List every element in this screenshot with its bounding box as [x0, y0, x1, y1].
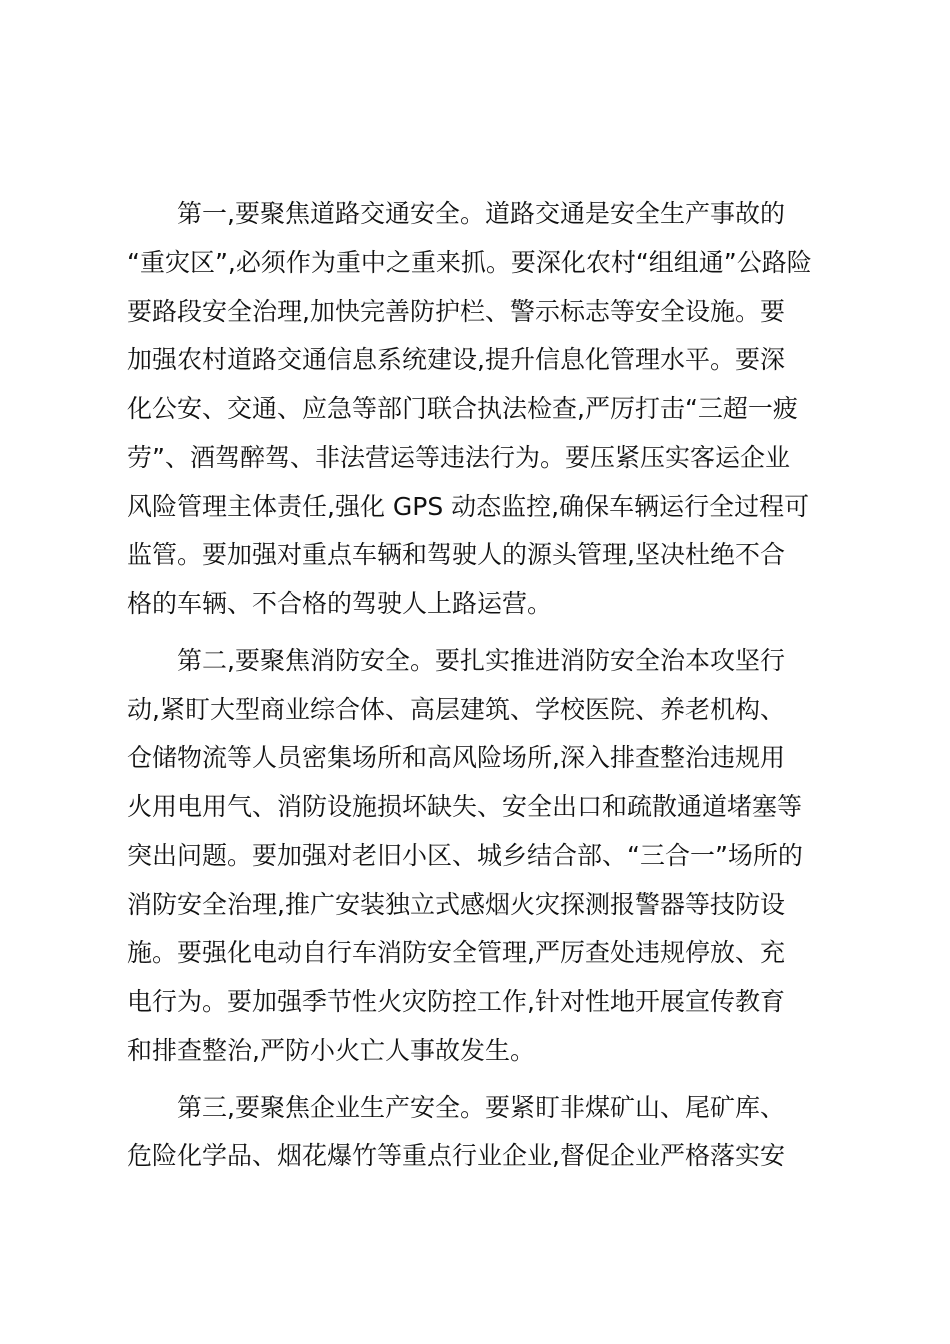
- paragraph-spacer: [127, 1076, 822, 1084]
- text-line: 监管。要加强对重点车辆和驾驶人的源头管理,坚决杜绝不合: [127, 540, 785, 570]
- text-line: 危险化学品、烟花爆竹等重点行业企业,督促企业严格落实安: [127, 1141, 785, 1171]
- text-line: 火用电用气、消防设施损坏缺失、安全出口和疏散通道堵塞等: [127, 792, 803, 821]
- paragraph-enterprise-production-safety: [127, 1084, 822, 1182]
- text-line: 要路段安全治理,加快完善防护栏、警示标志等安全设施。要: [127, 296, 785, 326]
- text-line: 动,紧盯大型商业综合体、高层建筑、学校医院、养老机构、: [127, 694, 785, 724]
- paragraph-road-traffic-safety: [127, 190, 822, 629]
- text-line: 和排查整治,严防小火亡人事故发生。: [127, 1035, 535, 1065]
- text-line: 第一,要聚焦道路交通安全。道路交通是安全生产事故的: [177, 199, 785, 228]
- text-line: 第三,要聚焦企业生产安全。要紧盯非煤矿山、尾矿库、: [177, 1092, 785, 1122]
- text-line: 消防安全治理,推广安装独立式感烟火灾探测报警器等技防设: [127, 889, 785, 919]
- text-line: 加强农村道路交通信息系统建设,提升信息化管理水平。要深: [127, 345, 785, 375]
- text-line: 电行为。要加强季节性火灾防控工作,针对性地开展宣传教育: [127, 987, 785, 1016]
- text-line: 仓储物流等人员密集场所和高风险场所,深入排查整治违规用: [127, 743, 785, 773]
- text-line: 格的车辆、不合格的驾驶人上路运营。: [127, 589, 553, 618]
- document-body: [127, 190, 822, 1181]
- text-line: 化公安、交通、应急等部门联合执法检查,严厉打击“三超一疲: [127, 394, 798, 423]
- paragraph-spacer: [127, 629, 822, 637]
- paragraph-fire-safety: [127, 637, 822, 1076]
- text-line: 劳”、酒驾醉驾、非法营运等违法行为。要压紧压实客运企业: [127, 442, 790, 472]
- text-line: 第二,要聚焦消防安全。要扎实推进消防安全治本攻坚行: [177, 645, 785, 675]
- text-line: 施。要强化电动自行车消防安全管理,严厉查处违规停放、充: [127, 938, 785, 968]
- text-line: 突出问题。要加强对老旧小区、城乡结合部、“三合一”场所的: [127, 840, 803, 870]
- text-line: 风险管理主体责任,强化 GPS 动态监控,确保车辆运行全过程可: [127, 491, 810, 521]
- text-line: “重灾区”,必须作为重中之重来抓。要深化农村“组组通”公路险: [127, 247, 812, 277]
